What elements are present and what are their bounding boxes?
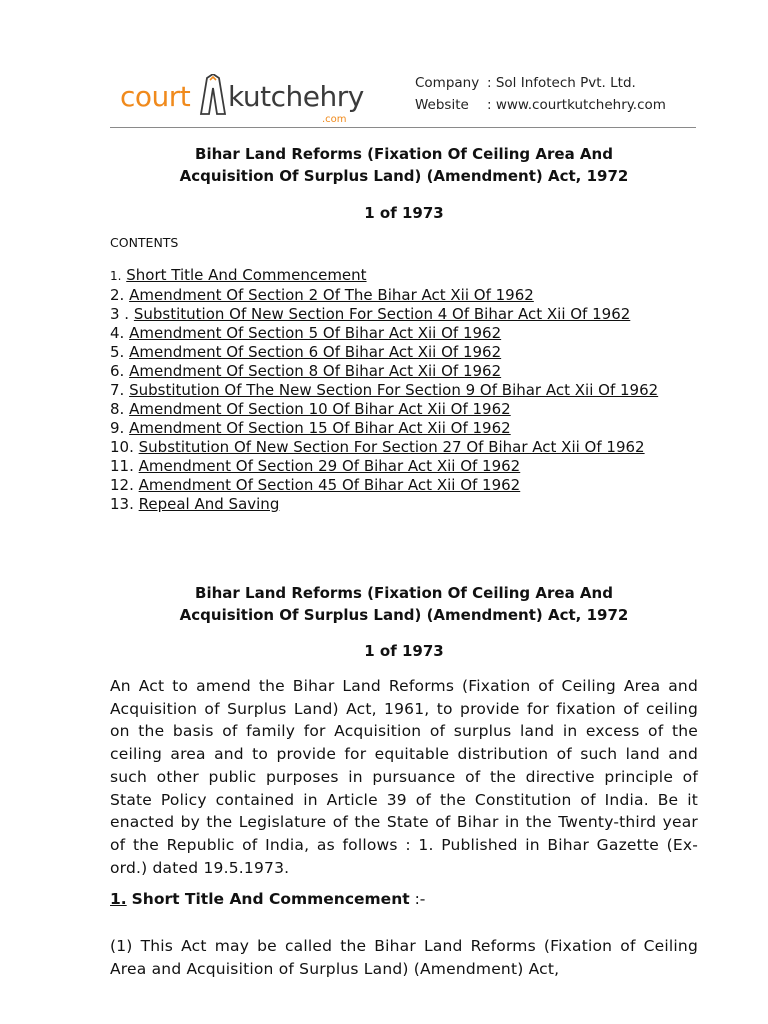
website-key: Website [415, 97, 469, 113]
title-line-1: Bihar Land Reforms (Fixation Of Ceiling Area And [195, 584, 613, 602]
toc-link[interactable]: Amendment Of Section 29 Of Bihar Act Xii Of 1962 [138, 457, 521, 475]
toc-link[interactable]: Amendment Of Section 5 Of Bihar Act Xii Of 1962 [129, 324, 502, 342]
section-title: Short Title And Commencement [131, 890, 410, 908]
toc-item[interactable] [110, 343, 702, 362]
title-line-2: Acquisition Of Surplus Land) (Amendment) Act, 1972 [179, 167, 629, 185]
website-value[interactable]: : www.courtkutchehry.com [487, 97, 666, 113]
toc-item[interactable] [110, 266, 702, 286]
toc-number: 4. [110, 324, 125, 342]
toc-number: 1. [110, 269, 122, 283]
document-title [110, 143, 698, 187]
title-line-1: Bihar Land Reforms (Fixation Of Ceiling Area And [195, 145, 613, 163]
company-info [415, 72, 666, 116]
toc-link[interactable]: Substitution Of The New Section For Section 9 Of Bihar Act Xii Of 1962 [129, 381, 659, 399]
toc-link[interactable]: Amendment Of Section 45 Of Bihar Act Xii Of 1962 [138, 476, 521, 494]
section-paragraph: (1) This Act may be called the Bihar Land Reforms (Fixation of Ceiling Area and Acquisition of Surplus Land) (Amendment) Act, [110, 937, 698, 978]
toc-link[interactable]: Amendment Of Section 15 Of Bihar Act Xii Of 1962 [129, 419, 511, 437]
toc-item[interactable] [110, 305, 702, 324]
toc-number: 8. [110, 400, 125, 418]
toc-item[interactable] [110, 362, 702, 381]
toc-item[interactable] [110, 419, 702, 438]
table-of-contents [110, 266, 702, 514]
toc-link[interactable]: Substitution Of New Section For Section 4 Of Bihar Act Xii Of 1962 [133, 305, 631, 323]
title-line-2: Acquisition Of Surplus Land) (Amendment) Act, 1972 [179, 606, 629, 624]
toc-number: 6. [110, 362, 125, 380]
section-suffix: :- [409, 890, 426, 908]
toc-link[interactable]: Repeal And Saving [138, 495, 280, 513]
toc-number: 13. [110, 495, 134, 513]
toc-item[interactable] [110, 400, 702, 419]
gown-icon [198, 74, 228, 118]
toc-link[interactable]: Amendment Of Section 8 Of Bihar Act Xii Of 1962 [129, 362, 502, 380]
toc-number: 12. [110, 476, 134, 494]
toc-number: 7. [110, 381, 125, 399]
act-number: 1 of 1973 [364, 204, 444, 222]
company-row [415, 72, 666, 94]
act-number-repeat: 1 of 1973 [364, 642, 444, 660]
toc-item[interactable] [110, 324, 702, 343]
company-key: Company [415, 75, 480, 91]
toc-number: 2. [110, 286, 125, 304]
toc-number: 10. [110, 438, 134, 456]
toc-link[interactable]: Amendment Of Section 6 Of Bihar Act Xii Of 1962 [129, 343, 502, 361]
logo-kutchehry-text: kutchehry [228, 80, 364, 113]
toc-item[interactable] [110, 438, 702, 457]
section-heading [110, 890, 425, 908]
toc-item[interactable] [110, 476, 702, 495]
toc-number: 11. [110, 457, 134, 475]
logo-court-text: court [120, 80, 191, 113]
header [110, 62, 698, 128]
section-number-link[interactable]: 1. [110, 890, 127, 908]
toc-number: 5. [110, 343, 125, 361]
document-title-repeat [110, 582, 698, 626]
preamble-paragraph: An Act to amend the Bihar Land Reforms (Fixation of Ceiling Area and Acquisition of Surplus Land) Act, 1961, to provide for fixation of ceiling on the basis of family for Acquisition of surplus land in excess of the ceiling area and to provide for equitable distribution of such land and such other public purposes in pursuance of the directive principle of State Policy contained in Article 39 of the Constitution of India. Be it enacted by the Legislature of the State of Bihar in the Twenty-third year of the Republic of India, as follows : 1. Published in Bihar Gazette (Ex-ord.) dated 19.5.1973. [110, 677, 698, 877]
company-value: : Sol Infotech Pvt. Ltd. [487, 75, 636, 91]
website-row [415, 94, 666, 116]
logo-domain-text: .com [322, 114, 347, 125]
toc-link[interactable]: Short Title And Commencement [126, 266, 367, 284]
toc-item[interactable] [110, 286, 702, 305]
toc-item[interactable] [110, 495, 702, 514]
toc-link[interactable]: Substitution Of New Section For Section 27 Of Bihar Act Xii Of 1962 [138, 438, 645, 456]
contents-label: CONTENTS [110, 235, 179, 250]
header-divider [110, 127, 696, 128]
toc-item[interactable] [110, 457, 702, 476]
toc-link[interactable]: Amendment Of Section 2 Of The Bihar Act Xii Of 1962 [129, 286, 534, 304]
toc-number: 3 . [110, 305, 130, 323]
toc-link[interactable]: Amendment Of Section 10 Of Bihar Act Xii Of 1962 [129, 400, 511, 418]
toc-item[interactable] [110, 381, 702, 400]
toc-number: 9. [110, 419, 125, 437]
